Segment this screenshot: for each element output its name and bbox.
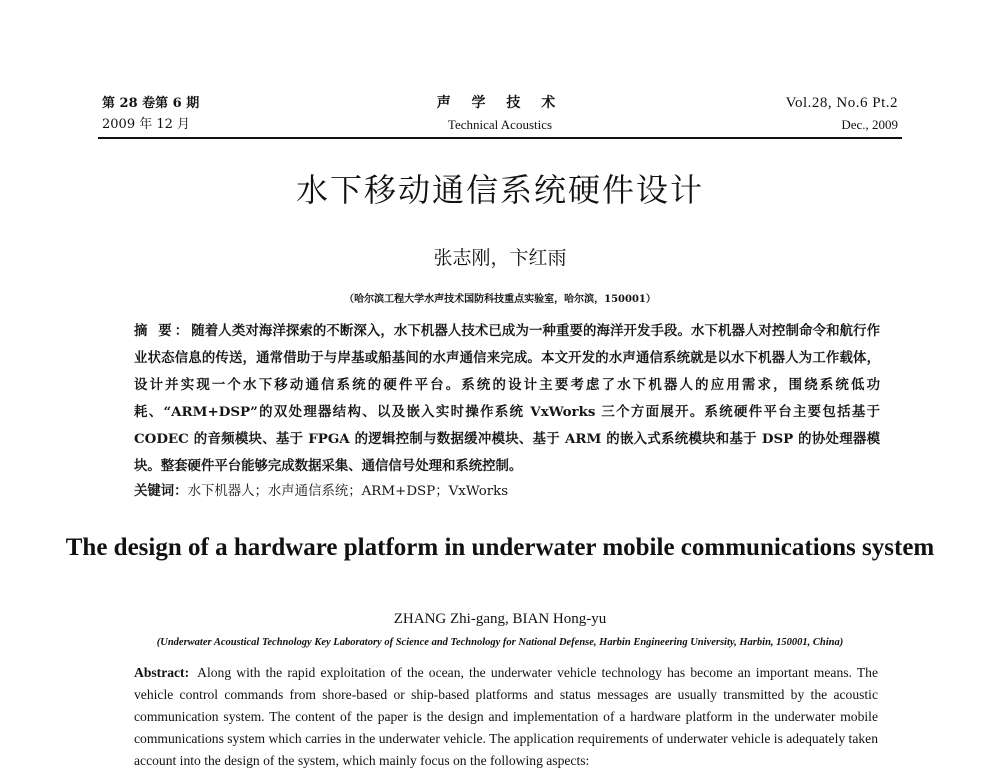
header-volume-en: Vol.28, No.6 Pt.2 [785, 95, 898, 111]
affiliation-en: (Underwater Acoustical Technology Key Laboratory of Science and Technology for National Defense, Harbin Engineering University, Harbin, 150001, China) [156, 637, 844, 648]
header-rule [98, 137, 902, 139]
journal-name-en: Technical Acoustics [447, 117, 553, 132]
header-volume-issue: 第 28 卷第 6 期 [102, 96, 200, 111]
paper-title-cn: 水下移动通信系统硬件设计 [295, 171, 704, 209]
header-date-en: Dec., 2009 [841, 117, 898, 132]
journal-header [98, 93, 902, 139]
keywords-cn [134, 480, 880, 503]
journal-name-cn: 声 学 技 术 [436, 95, 564, 111]
authors-cn: 张志刚，卞红雨 [433, 247, 567, 269]
paper-title-en: The design of a hardware platform in underwater mobile communications system [65, 534, 935, 561]
abstract-cn [134, 318, 880, 480]
abstract-cn-text: 随着人类对海洋探索的不断深入，水下机器人技术已成为一种重要的海洋开发手段。水下机器人对控制命令和航行作业状态信息的传送，通常借助于与岸基或船基间的水声通信来完成。本文开发的水声通信系统就是以水下机器人为工作载体，设计并实现一个水下移动通信系统的硬件平台。系统的设计主要考虑了水下机器人的应用需求，围绕系统低功耗、“ARM+DSP”的双处理器结构、以及嵌入实时操作系统 VxWorks 三个方面展开。系统硬件平台主要包括基于 CODEC 的音频模块、基于 FPGA 的逻辑控制与数据缓冲模块、基于 ARM 的嵌入式系统模块和基于 DSP 的协处理器模块。整套硬件平台能够完成数据采集、通信信号处理和系统控制。 [134, 323, 880, 474]
abstract-cn-label: 摘 要： [134, 323, 192, 339]
affiliation-cn: （哈尔滨工程大学水声技术国防科技重点实验室，哈尔滨，150001） [344, 294, 656, 305]
header-journal-name [98, 93, 902, 135]
abstract-en-text: Along with the rapid exploitation of the ocean, the underwater vehicle technology has become an important means. The vehicle control commands from shore-based or ship-based platforms and status messages are usually transmitted by the acoustic communication system. The content of the paper is the design and implementation of a hardware platform in the underwater mobile communications system which carries in the underwater vehicle. The application requirements of underwater vehicle is adequately taken account into the design of the system, which mainly focus on the following aspects: [134, 665, 878, 768]
authors-en: ZHANG Zhi-gang, BIAN Hong-yu [393, 611, 607, 627]
abstract-en [134, 662, 878, 772]
keywords-cn-label: 关键词： [134, 483, 188, 499]
abstract-en-label: Abstract: [134, 665, 190, 680]
header-date-cn: 2009 年 12 月 [102, 117, 191, 132]
header-volume-info-en [786, 93, 898, 135]
keywords-cn-text: 水下机器人；水声通信系统；ARM+DSP；VxWorks [187, 484, 509, 499]
